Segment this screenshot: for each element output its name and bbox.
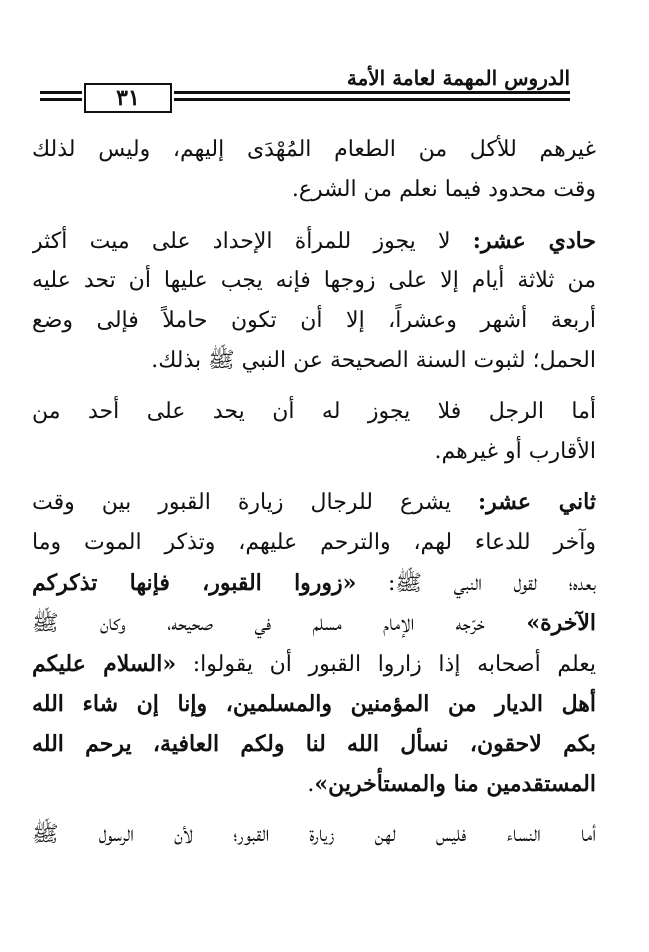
- line-text: خرّجه الإمام مسلم في صحيحه، وكان ﷺ: [32, 611, 527, 637]
- text-line: [32, 644, 596, 684]
- line-text: لا يجوز للمرأة الإحداد على ميت أكثر: [32, 228, 473, 254]
- line-text: من ثلاثة أيام إلا على زوجها فإنه يجب عليها أن تحد عليه: [32, 267, 596, 293]
- text-line: [32, 130, 596, 170]
- hadith-quote: بكم لاحقون، نسأل الله لنا ولكم العافية، يرحم الله: [32, 731, 596, 758]
- text-line: [32, 432, 596, 472]
- text-line: [32, 221, 596, 261]
- header-rule: [174, 98, 570, 101]
- text-line: [32, 764, 596, 804]
- text-line: [32, 392, 596, 432]
- hadith-quote: المستقدمين منا والمستأخرين»: [314, 771, 596, 798]
- paragraph-gap: [32, 472, 596, 482]
- paragraph-gap: [32, 382, 596, 392]
- line-text: أربعة أشهر وعشراً، إلا أن تكون حاملاً فإلى وضع: [32, 308, 596, 334]
- text-line: [32, 724, 596, 764]
- text-line: [32, 603, 596, 643]
- line-text: بعده؛ لقول النبي ﷺ:: [356, 570, 596, 596]
- page-number: ٣١: [84, 83, 172, 113]
- line-text: أما الرجل فلا يجوز له أن يحد على أحد من: [32, 398, 596, 424]
- header-rule: [174, 91, 570, 94]
- text-line: [32, 170, 596, 210]
- hadith-quote: «السلام عليكم: [32, 650, 177, 677]
- header-rule: [40, 98, 82, 101]
- text-line: [32, 261, 596, 301]
- line-text: وآخر للدعاء لهم، والترحم عليهم، وتذكر الموت وما: [32, 529, 596, 555]
- text-line: [32, 341, 596, 381]
- line-text: الأقارب أو غيرهم.: [434, 439, 596, 465]
- page-header: [40, 62, 570, 122]
- text-line: [32, 482, 596, 522]
- line-text: أما النساء فليس لهن زيارة القبور؛ لأن الرسول ﷺ: [32, 821, 596, 847]
- hadith-quote: الآخرة»: [526, 610, 596, 637]
- paragraph-gap: [32, 211, 596, 221]
- line-text: غيرهم للأكل من الطعام المُهْدَى إليهم، وليس لذلك: [32, 137, 596, 162]
- paragraph-gap: [32, 805, 596, 815]
- header-rule: [40, 91, 82, 94]
- text-line: [32, 523, 596, 563]
- text-line: [32, 684, 596, 724]
- book-title: الدروس المهمة لعامة الأمة: [346, 66, 570, 90]
- body-text: [32, 130, 596, 855]
- line-text: وقت محدود فيما نعلم من الشرع.: [291, 177, 596, 203]
- section-heading: حادي عشر:: [472, 227, 596, 254]
- text-line: [32, 815, 596, 855]
- hadith-quote: «زوروا القبور، فإنها تذكركم: [32, 569, 357, 596]
- line-text: .: [307, 772, 315, 798]
- line-text: يشرع للرجال زيارة القبور بين وقت: [32, 490, 478, 516]
- text-line: [32, 301, 596, 341]
- line-text: يعلم أصحابه إذا زاروا القبور أن يقولوا:: [176, 651, 596, 677]
- section-heading: ثاني عشر:: [478, 489, 596, 516]
- hadith-quote: أهل الديار من المؤمنين والمسلمين، وإنا إن شاء الله: [32, 690, 596, 717]
- line-text: الحمل؛ لثبوت السنة الصحيحة عن النبي ﷺ بذلك.: [151, 348, 596, 374]
- text-line: [32, 563, 596, 603]
